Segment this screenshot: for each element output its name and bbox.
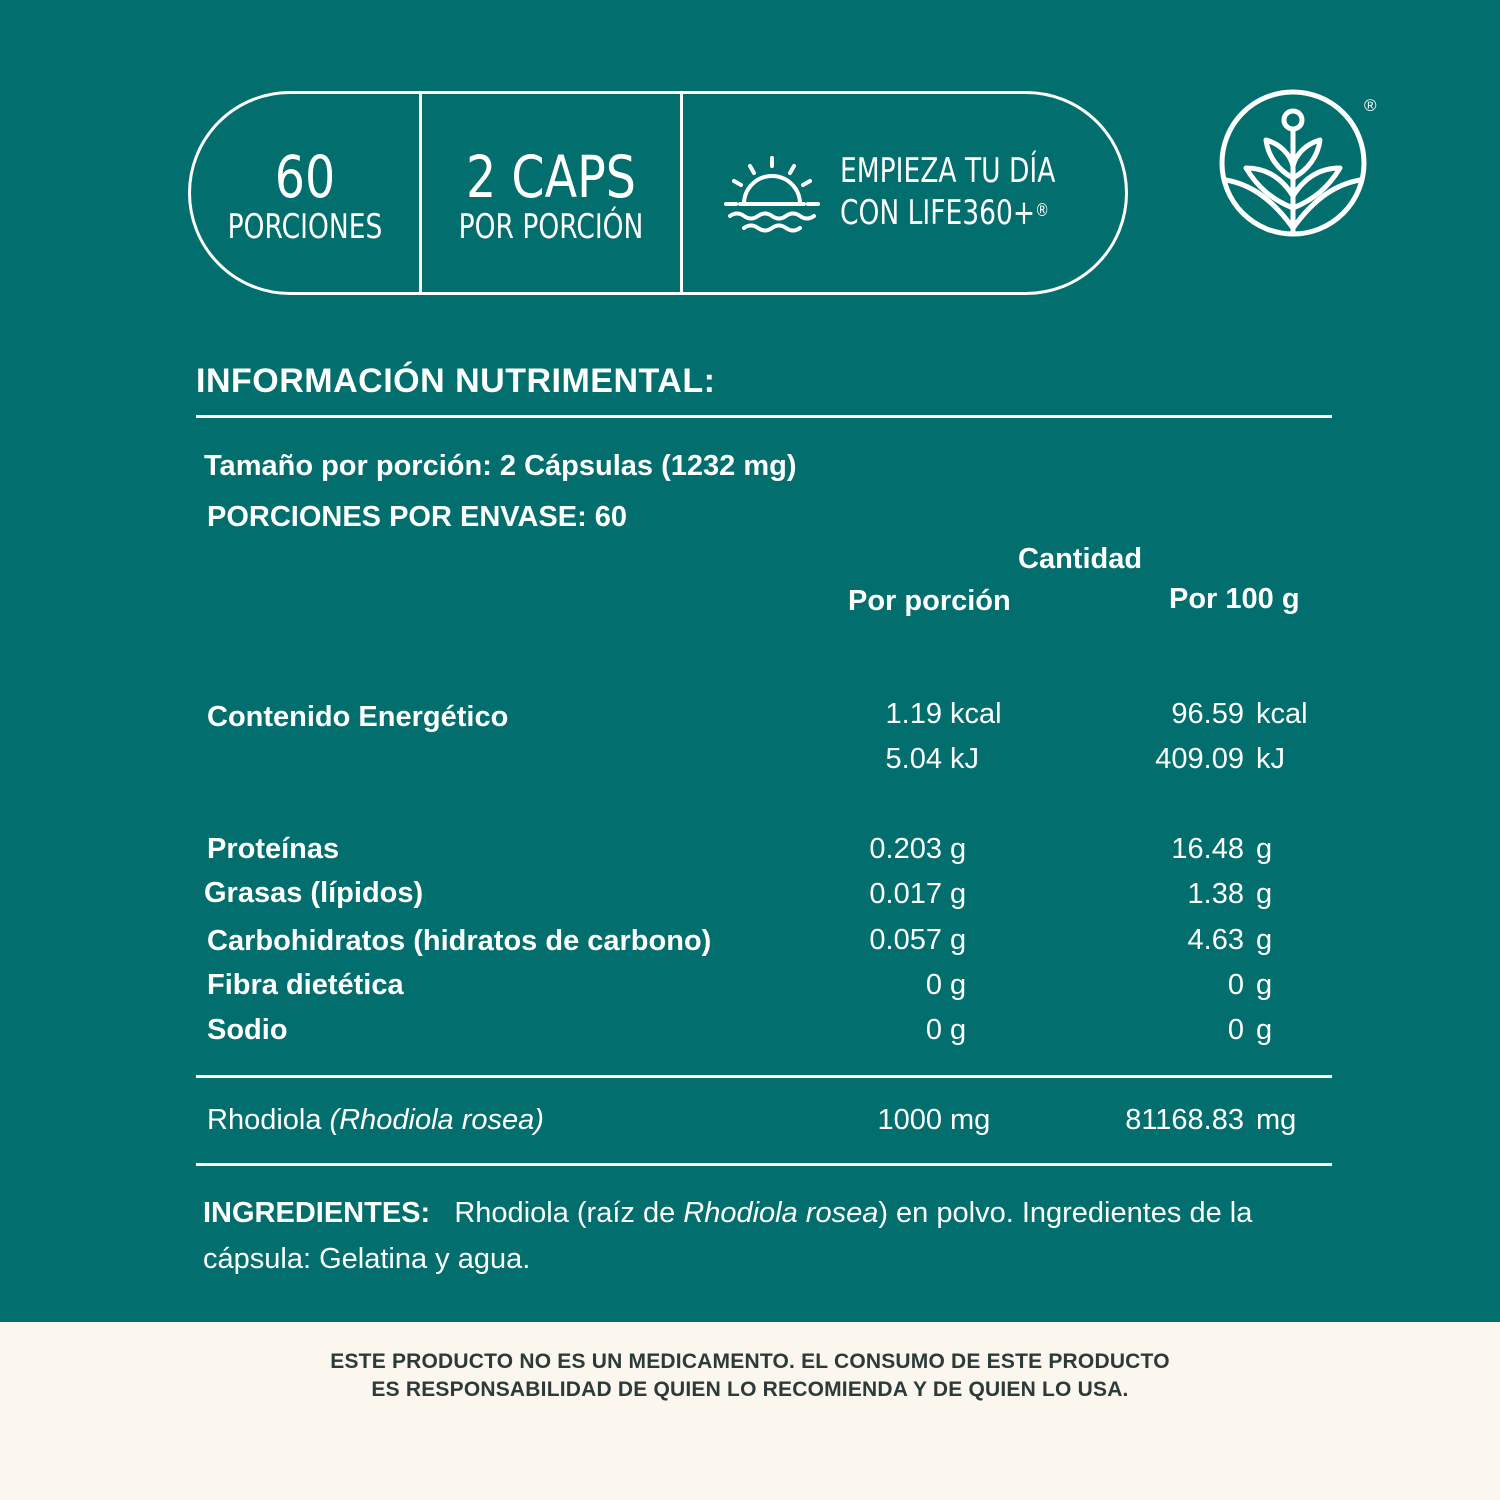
promo-text [840, 150, 1055, 234]
nutrient-serving-value: 0 [925, 969, 942, 1001]
active-unit: mg [950, 1104, 991, 1136]
pill-divider [680, 94, 683, 292]
promo-line-1: EMPIEZA TU DÍA [840, 151, 1056, 191]
serving-size: Tamaño por porción: 2 Cápsulas (1232 mg) [204, 450, 797, 482]
nutrient-label: Fibra dietética [207, 969, 404, 1001]
nutrient-unit: g [1256, 924, 1273, 956]
nutrient-unit: g [1256, 833, 1273, 865]
energy-kj-serving-value: 5.04 [885, 743, 942, 775]
nutrient-100g-value: 0 [1227, 969, 1244, 1001]
nutrient-100g-value: 16.48 [1171, 833, 1244, 865]
active-serving-value: 1000 [877, 1104, 942, 1136]
energy-kj-unit: kJ [1256, 743, 1285, 775]
caps-label: POR PORCIÓN [458, 207, 644, 247]
disclaimer-line-2: ES RESPONSABILIDAD DE QUIEN LO RECOMIENDA Y DE QUIEN LO USA. [371, 1378, 1129, 1401]
active-latin-name: (Rhodiola rosea) [329, 1104, 544, 1136]
nutrient-unit: g [950, 969, 967, 1001]
ingredients-text [203, 1190, 1343, 1282]
nutrient-100g-value: 4.63 [1187, 924, 1244, 956]
disclaimer-line-1: ESTE PRODUCTO NO ES UN MEDICAMENTO. EL CONSUMO DE ESTE PRODUCTO [330, 1350, 1170, 1373]
nutrient-unit: g [950, 1014, 967, 1046]
divider [196, 415, 1332, 418]
nutrient-serving-value: 0.017 [869, 878, 942, 910]
nutrient-unit: g [1256, 878, 1273, 910]
energy-kj-100g-value: 409.09 [1155, 743, 1244, 775]
energy-label: Contenido Energético [207, 701, 509, 733]
caps-cell [422, 94, 680, 292]
registered-mark: ® [1035, 200, 1050, 221]
ingredients-text-after: ) en polvo. Ingredientes de la cápsula: Gelatina y agua. [203, 1197, 1253, 1275]
energy-kcal-serving-value: 1.19 [885, 698, 942, 730]
nutrient-unit: g [1256, 1014, 1273, 1046]
nutrient-serving-value: 0.203 [869, 833, 942, 865]
active-ingredient-name [207, 1104, 544, 1137]
energy-kcal-100g-value: 96.59 [1171, 698, 1244, 730]
promo-line-2-text: CON LIFE360+ [840, 193, 1036, 233]
amount-header: Cantidad [1018, 543, 1143, 575]
energy-kj-unit: kJ [950, 743, 979, 775]
nutrient-serving-value: 0.057 [869, 924, 942, 956]
active-100g-value: 81168.83 [1125, 1104, 1244, 1136]
active-unit: mg [1256, 1104, 1297, 1136]
nutrient-100g-value: 1.38 [1187, 878, 1244, 910]
active-name: Rhodiola [207, 1104, 322, 1136]
nutrition-heading: INFORMACIÓN NUTRIMENTAL: [196, 362, 716, 400]
column-header-per-serving: Por porción [848, 585, 1011, 617]
nutrient-label: Carbohidratos (hidratos de carbono) [207, 925, 712, 957]
nutrient-unit: g [950, 878, 967, 910]
caps-value: 2 CAPS [466, 143, 636, 211]
divider [196, 1163, 1332, 1166]
ingredients-label: INGREDIENTES: [203, 1197, 431, 1229]
nutrient-100g-value: 0 [1227, 1014, 1244, 1046]
servings-value: 60 [274, 143, 336, 211]
promo-line-2 [840, 192, 1055, 234]
nutrient-label: Grasas (lípidos) [204, 877, 424, 909]
servings-cell [191, 94, 419, 292]
servings-label: PORCIONES [227, 207, 383, 247]
nutrient-unit: g [950, 924, 967, 956]
servings-per-container: PORCIONES POR ENVASE: 60 [207, 501, 628, 533]
sunrise-icon [722, 152, 822, 238]
logo-registered-mark: ® [1364, 96, 1377, 115]
disclaimer-text [0, 1348, 1500, 1404]
energy-kcal-unit: kcal [1256, 698, 1308, 730]
ingredients-latin: Rhodiola rosea [683, 1197, 879, 1229]
plant-logo-icon [1218, 88, 1368, 238]
nutrient-unit: g [1256, 969, 1273, 1001]
divider [196, 1075, 1332, 1078]
energy-kcal-unit: kcal [950, 698, 1002, 730]
nutrient-unit: g [950, 833, 967, 865]
nutrient-serving-value: 0 [925, 1014, 942, 1046]
column-header-per-100g: Por 100 g [1169, 583, 1300, 615]
nutrient-label: Proteínas [207, 833, 340, 865]
disclaimer-footer [0, 1322, 1500, 1500]
nutrient-label: Sodio [207, 1014, 288, 1046]
ingredients-text-before: Rhodiola (raíz de [454, 1197, 676, 1229]
